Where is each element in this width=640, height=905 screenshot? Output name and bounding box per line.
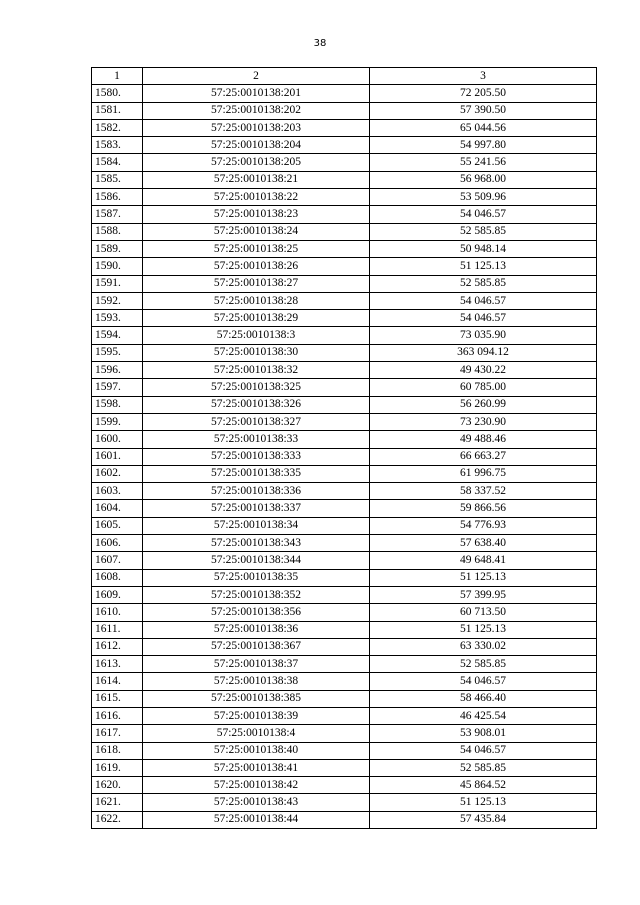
cadastral-value-cell: 56 968.00 (370, 171, 597, 188)
cadastral-number-cell: 57:25:0010138:335 (143, 465, 370, 482)
cadastral-number-cell: 57:25:0010138:36 (143, 621, 370, 638)
cadastral-number-cell: 57:25:0010138:333 (143, 448, 370, 465)
table-row (92, 171, 597, 188)
table-row (92, 362, 597, 379)
table-row (92, 189, 597, 206)
table-row (92, 119, 597, 136)
cadastral-number-cell: 57:25:0010138:24 (143, 223, 370, 240)
cadastral-value-cell: 57 638.40 (370, 535, 597, 552)
cadastral-value-cell: 56 260.99 (370, 396, 597, 413)
table-row (92, 137, 597, 154)
cadastral-value-cell: 52 585.85 (370, 759, 597, 776)
row-number-cell: 1597. (92, 379, 143, 396)
table-row (92, 310, 597, 327)
table-row (92, 656, 597, 673)
header-row (92, 68, 597, 85)
row-number-cell: 1613. (92, 656, 143, 673)
cadastral-number-cell: 57:25:0010138:30 (143, 344, 370, 361)
row-number-cell: 1603. (92, 483, 143, 500)
cadastral-value-cell: 50 948.14 (370, 240, 597, 257)
table-row (92, 431, 597, 448)
row-number-cell: 1586. (92, 189, 143, 206)
table-row (92, 569, 597, 586)
row-number-cell: 1616. (92, 707, 143, 724)
cadastral-number-cell: 57:25:0010138:26 (143, 258, 370, 275)
row-number-cell: 1587. (92, 206, 143, 223)
row-number-cell: 1596. (92, 362, 143, 379)
cadastral-number-cell: 57:25:0010138:201 (143, 85, 370, 102)
cadastral-number-cell: 57:25:0010138:325 (143, 379, 370, 396)
cadastral-value-cell: 59 866.56 (370, 500, 597, 517)
cadastral-value-cell: 72 205.50 (370, 85, 597, 102)
cadastral-value-cell: 52 585.85 (370, 656, 597, 673)
cadastral-value-cell: 61 996.75 (370, 465, 597, 482)
cadastral-number-cell: 57:25:0010138:204 (143, 137, 370, 154)
row-number-cell: 1621. (92, 794, 143, 811)
row-number-cell: 1604. (92, 500, 143, 517)
table-row (92, 638, 597, 655)
row-number-cell: 1610. (92, 604, 143, 621)
column-header-number: 1 (92, 68, 143, 85)
column-header-value: 3 (370, 68, 597, 85)
cadastral-number-cell: 57:25:0010138:35 (143, 569, 370, 586)
table-row (92, 690, 597, 707)
cadastral-value-cell: 51 125.13 (370, 569, 597, 586)
row-number-cell: 1581. (92, 102, 143, 119)
cadastral-number-cell: 57:25:0010138:38 (143, 673, 370, 690)
cadastral-value-cell: 60 713.50 (370, 604, 597, 621)
row-number-cell: 1609. (92, 586, 143, 603)
cadastral-number-cell: 57:25:0010138:44 (143, 811, 370, 828)
cadastral-number-cell: 57:25:0010138:33 (143, 431, 370, 448)
row-number-cell: 1588. (92, 223, 143, 240)
cadastral-number-cell: 57:25:0010138:4 (143, 725, 370, 742)
cadastral-number-cell: 57:25:0010138:37 (143, 656, 370, 673)
cadastral-number-cell: 57:25:0010138:344 (143, 552, 370, 569)
cadastral-value-cell: 54 776.93 (370, 517, 597, 534)
cadastral-number-cell: 57:25:0010138:28 (143, 292, 370, 309)
cadastral-value-cell: 54 997.80 (370, 137, 597, 154)
row-number-cell: 1606. (92, 535, 143, 552)
row-number-cell: 1602. (92, 465, 143, 482)
table-row (92, 396, 597, 413)
table-row (92, 742, 597, 759)
table-row (92, 535, 597, 552)
cadastral-value-cell: 57 435.84 (370, 811, 597, 828)
row-number-cell: 1617. (92, 725, 143, 742)
row-number-cell: 1592. (92, 292, 143, 309)
cadastral-number-cell: 57:25:0010138:39 (143, 707, 370, 724)
column-header-cadastral-number: 2 (143, 68, 370, 85)
table-row (92, 794, 597, 811)
table-row (92, 500, 597, 517)
table-row (92, 223, 597, 240)
row-number-cell: 1618. (92, 742, 143, 759)
cadastral-value-cell: 52 585.85 (370, 275, 597, 292)
table-row (92, 154, 597, 171)
cadastral-value-cell: 363 094.12 (370, 344, 597, 361)
row-number-cell: 1607. (92, 552, 143, 569)
row-number-cell: 1611. (92, 621, 143, 638)
table-row (92, 85, 597, 102)
cadastral-value-cell: 66 663.27 (370, 448, 597, 465)
cadastral-value-cell: 53 509.96 (370, 189, 597, 206)
cadastral-number-cell: 57:25:0010138:326 (143, 396, 370, 413)
row-number-cell: 1582. (92, 119, 143, 136)
table-row (92, 673, 597, 690)
cadastral-value-cell: 54 046.57 (370, 206, 597, 223)
row-number-cell: 1605. (92, 517, 143, 534)
cadastral-value-cell: 58 337.52 (370, 483, 597, 500)
row-number-cell: 1585. (92, 171, 143, 188)
table-row (92, 448, 597, 465)
cadastral-number-cell: 57:25:0010138:3 (143, 327, 370, 344)
cadastral-number-cell: 57:25:0010138:32 (143, 362, 370, 379)
cadastral-number-cell: 57:25:0010138:367 (143, 638, 370, 655)
cadastral-value-cell: 52 585.85 (370, 223, 597, 240)
cadastral-value-cell: 73 035.90 (370, 327, 597, 344)
cadastral-value-table (91, 67, 597, 829)
cadastral-number-cell: 57:25:0010138:27 (143, 275, 370, 292)
row-number-cell: 1594. (92, 327, 143, 344)
cadastral-number-cell: 57:25:0010138:21 (143, 171, 370, 188)
row-number-cell: 1589. (92, 240, 143, 257)
cadastral-number-cell: 57:25:0010138:41 (143, 759, 370, 776)
row-number-cell: 1580. (92, 85, 143, 102)
row-number-cell: 1584. (92, 154, 143, 171)
row-number-cell: 1590. (92, 258, 143, 275)
cadastral-number-cell: 57:25:0010138:42 (143, 777, 370, 794)
cadastral-value-cell: 54 046.57 (370, 310, 597, 327)
table-row (92, 240, 597, 257)
row-number-cell: 1622. (92, 811, 143, 828)
table-row (92, 759, 597, 776)
table-row (92, 604, 597, 621)
cadastral-value-cell: 55 241.56 (370, 154, 597, 171)
table-row (92, 258, 597, 275)
row-number-cell: 1598. (92, 396, 143, 413)
table-row (92, 707, 597, 724)
table-row (92, 725, 597, 742)
cadastral-number-cell: 57:25:0010138:29 (143, 310, 370, 327)
table-row (92, 621, 597, 638)
row-number-cell: 1595. (92, 344, 143, 361)
cadastral-value-cell: 54 046.57 (370, 292, 597, 309)
cadastral-number-cell: 57:25:0010138:385 (143, 690, 370, 707)
cadastral-number-cell: 57:25:0010138:43 (143, 794, 370, 811)
cadastral-number-cell: 57:25:0010138:202 (143, 102, 370, 119)
cadastral-value-cell: 51 125.13 (370, 258, 597, 275)
cadastral-value-cell: 45 864.52 (370, 777, 597, 794)
row-number-cell: 1620. (92, 777, 143, 794)
page-number: 38 (313, 38, 327, 49)
row-number-cell: 1600. (92, 431, 143, 448)
cadastral-number-cell: 57:25:0010138:40 (143, 742, 370, 759)
row-number-cell: 1619. (92, 759, 143, 776)
cadastral-number-cell: 57:25:0010138:205 (143, 154, 370, 171)
row-number-cell: 1614. (92, 673, 143, 690)
table-header (92, 68, 597, 85)
cadastral-number-cell: 57:25:0010138:336 (143, 483, 370, 500)
cadastral-number-cell: 57:25:0010138:203 (143, 119, 370, 136)
cadastral-value-cell: 57 399.95 (370, 586, 597, 603)
cadastral-value-cell: 65 044.56 (370, 119, 597, 136)
table-row (92, 465, 597, 482)
cadastral-number-cell: 57:25:0010138:356 (143, 604, 370, 621)
table-row (92, 413, 597, 430)
cadastral-value-cell: 58 466.40 (370, 690, 597, 707)
cadastral-value-cell: 73 230.90 (370, 413, 597, 430)
row-number-cell: 1593. (92, 310, 143, 327)
cadastral-value-cell: 51 125.13 (370, 621, 597, 638)
cadastral-number-cell: 57:25:0010138:343 (143, 535, 370, 552)
row-number-cell: 1612. (92, 638, 143, 655)
cadastral-number-cell: 57:25:0010138:22 (143, 189, 370, 206)
cadastral-number-cell: 57:25:0010138:337 (143, 500, 370, 517)
table-row (92, 102, 597, 119)
cadastral-value-cell: 57 390.50 (370, 102, 597, 119)
table-row (92, 552, 597, 569)
cadastral-value-cell: 49 488.46 (370, 431, 597, 448)
cadastral-number-cell: 57:25:0010138:25 (143, 240, 370, 257)
row-number-cell: 1591. (92, 275, 143, 292)
row-number-cell: 1615. (92, 690, 143, 707)
table-row (92, 811, 597, 828)
row-number-cell: 1608. (92, 569, 143, 586)
cadastral-value-cell: 54 046.57 (370, 742, 597, 759)
cadastral-number-cell: 57:25:0010138:34 (143, 517, 370, 534)
table-body (92, 85, 597, 829)
cadastral-value-cell: 46 425.54 (370, 707, 597, 724)
table-row (92, 586, 597, 603)
cadastral-value-cell: 60 785.00 (370, 379, 597, 396)
table-row (92, 379, 597, 396)
row-number-cell: 1601. (92, 448, 143, 465)
table-row (92, 327, 597, 344)
table-row (92, 292, 597, 309)
row-number-cell: 1583. (92, 137, 143, 154)
cadastral-value-cell: 63 330.02 (370, 638, 597, 655)
table-row (92, 517, 597, 534)
table-row (92, 275, 597, 292)
table-row (92, 206, 597, 223)
cadastral-value-cell: 49 430.22 (370, 362, 597, 379)
cadastral-value-cell: 53 908.01 (370, 725, 597, 742)
table-row (92, 483, 597, 500)
cadastral-value-cell: 54 046.57 (370, 673, 597, 690)
cadastral-number-cell: 57:25:0010138:352 (143, 586, 370, 603)
table-row (92, 777, 597, 794)
cadastral-value-cell: 51 125.13 (370, 794, 597, 811)
cadastral-number-cell: 57:25:0010138:23 (143, 206, 370, 223)
cadastral-number-cell: 57:25:0010138:327 (143, 413, 370, 430)
table-row (92, 344, 597, 361)
row-number-cell: 1599. (92, 413, 143, 430)
cadastral-value-cell: 49 648.41 (370, 552, 597, 569)
